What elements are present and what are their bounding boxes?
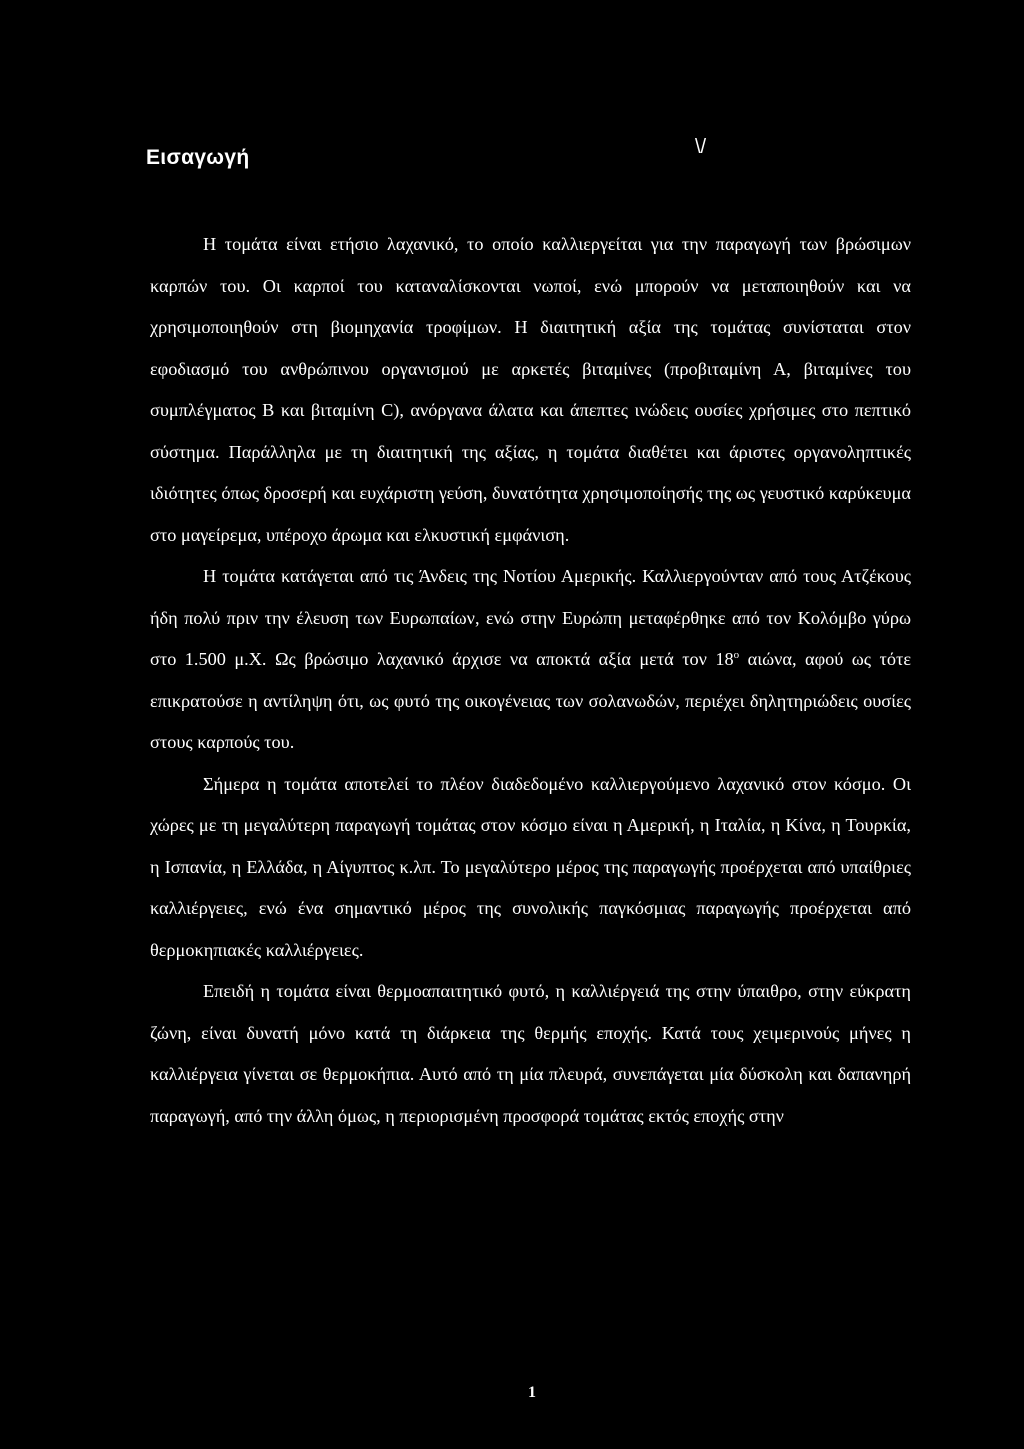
paragraph-origin-part1: Η τομάτα κατάγεται από τις Άνδεις της Νοτίου Αμερικής. Καλλιεργούνταν από τους Ατζέκους ήδη πολύ πριν την έλευση των Ευρωπαίων, ενώ στην Ευρώπη μεταφέρθηκε από τον Κολόμβο γύρω στο 1.500 μ.Χ. Ως βρώσιμο λαχανικό άρχισε να αποκτά αξία μετά τον 18 [150,566,911,669]
paragraph-production: Σήμερα η τομάτα αποτελεί το πλέον διαδεδομένο καλλιεργούμενο λαχανικό στον κόσμο. Οι χώρες με τη μεγαλύτερη παραγωγή τομάτας στον κόσμο είναι η Αμερική, η Ιταλία, η Κίνα, η Τουρκία, η Ισπανία, η Ελλάδα, η Αίγυπτος κ.λπ. Το μεγαλύτερο μέρος της παραγωγής προέρχεται από υπαίθριες καλλιέργειες, ενώ ένα σημαντικό μέρος της συνολικής παγκόσμιας παραγωγής προέρχεται από θερμοκηπιακές καλλιέργειες. [150,773,911,960]
paragraph-intro: Η τομάτα είναι ετήσιο λαχανικό, το οποίο καλλιεργείται για την παραγωγή των βρώσιμων καρπών του. Οι καρποί του καταναλίσκονται νωποί, ενώ μπορούν να μεταποιηθούν και να χρησιμοποιηθούν στη βιομηχανία τροφίμων. Η διαιτητική αξία της τομάτας συνίσταται στον εφοδιασμό του ανθρώπινου οργανισμού με αρκετές βιταμίνες (προβιταμίνη Α, βιταμίνες του συμπλέγματος Β και βιταμίνη C), ανόργανα άλατα και άπεπτες ινώδεις ουσίες χρήσιμες στο πεπτικό σύστημα. Παράλληλα με τη διαιτητική της αξίας, η τομάτα διαθέτει και άριστες οργανοληπτικές ιδιότητες όπως δροσερή και ευχάριστη γεύση, δυνατότητα χρησιμοποίησής της ως γευστικό καρύκευμα στο μαγείρεμα, υπέροχο άρωμα και ελκυστική εμφάνιση. [150,234,911,545]
paragraph-origin [150,556,911,764]
page-title: Εισαγωγή [146,146,250,169]
corner-mark: \/ [695,136,707,158]
paragraph-season: Επειδή η τομάτα είναι θερμοαπαιτητικό φυτό, η καλλιέργειά της στην ύπαιθρο, στην εύκρατη ζώνη, είναι δυνατή μόνο κατά τη διάρκεια της θερμής εποχής. Κατά τους χειμερινούς μήνες η καλλιέργεια γίνεται σε θερμοκήπια. Αυτό από τη μία πλευρά, συνεπάγεται μία δύσκολη και δαπανηρή παραγωγή, από την άλλη όμως, η περιορισμένη προσφορά τομάτας εκτός εποχής στην [150,981,911,1126]
paragraph-origin-part2: αιώνα, αφού ως τότε επικρατούσε η αντίληψη ότι, ως φυτό της οικογένειας των σολανωδών, περιέχει δηλητηριώδεις ουσίες στους καρπούς του. [150,649,911,752]
degree-superscript: ο [733,648,740,661]
body-text [150,224,911,1137]
page-number: 1 [528,1384,536,1401]
